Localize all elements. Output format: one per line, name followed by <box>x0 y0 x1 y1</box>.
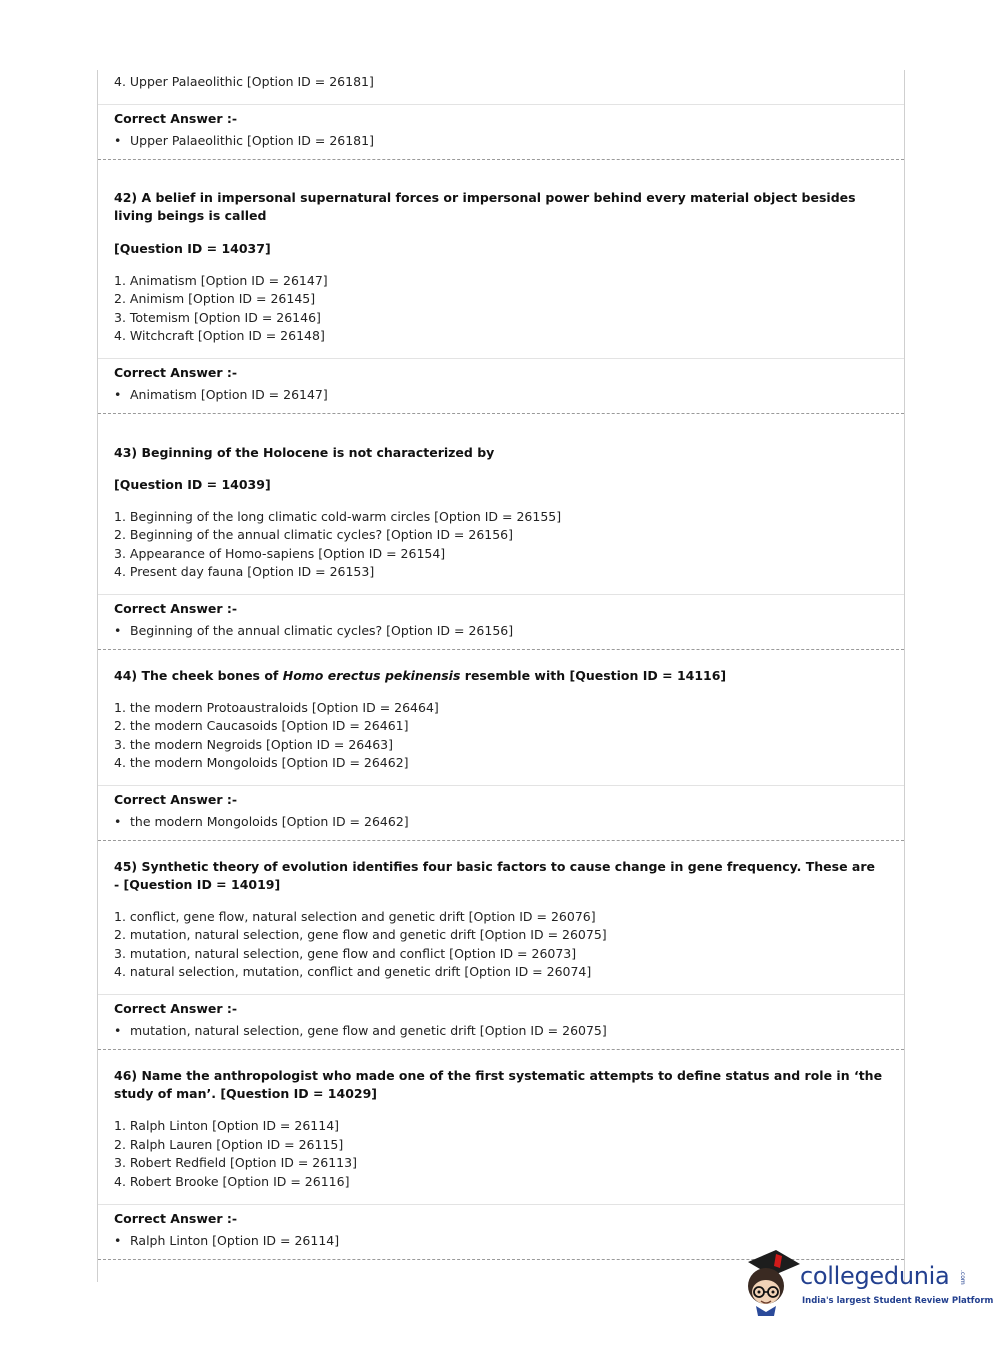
q43-question-text: 43) Beginning of the Holocene is not characterized by <box>114 445 495 460</box>
q44-text-pre: 44) The cheek bones of <box>114 668 283 683</box>
q41-answer-label: Correct Answer :- <box>114 111 238 126</box>
q41-answer-block <box>98 105 904 160</box>
q43-answer-block <box>98 595 904 650</box>
q44-answer <box>114 813 409 831</box>
q45-question-text: 45) Synthetic theory of evolution identifies four basic factors to cause change in gene frequency. These are - [Question ID = 14019] <box>114 859 875 892</box>
q45-option-2: 2. mutation, natural selection, gene flow and genetic drift [Option ID = 26075] <box>114 927 607 942</box>
q46-option-2: 2. Ralph Lauren [Option ID = 26115] <box>114 1137 344 1152</box>
q43-answer <box>114 622 513 640</box>
q45-answer-text: mutation, natural selection, gene flow and genetic drift [Option ID = 26075] <box>130 1023 607 1038</box>
q43-answer-text: Beginning of the annual climatic cycles? [Option ID = 26156] <box>130 623 514 638</box>
bullet-icon: • <box>114 387 122 402</box>
q45-option-4: 4. natural selection, mutation, conflict and genetic drift [Option ID = 26074] <box>114 964 592 979</box>
bullet-icon: • <box>114 623 122 638</box>
q42-block <box>98 160 904 359</box>
q42-answer-text: Animatism [Option ID = 26147] <box>130 387 328 402</box>
q44-answer-block <box>98 786 904 841</box>
q42-question-text: 42) A belief in impersonal supernatural forces or impersonal power behind every material object besides living beings is called <box>114 190 856 223</box>
q46-answer <box>114 1232 339 1250</box>
q43-question-id: [Question ID = 14039] <box>114 477 271 492</box>
q45-answer-block <box>98 995 904 1050</box>
q43-block <box>98 414 904 595</box>
q46-answer-text: Ralph Linton [Option ID = 26114] <box>130 1233 340 1248</box>
q45-block <box>98 841 904 995</box>
q44-block <box>98 650 904 786</box>
q45-option-1: 1. conflict, gene flow, natural selection and genetic drift [Option ID = 26076] <box>114 909 596 924</box>
q44-text-post: resemble with [Question ID = 14116] <box>460 668 727 683</box>
q44-option-1: 1. the modern Protoaustraloids [Option ID = 26464] <box>114 700 439 715</box>
q44-question-text <box>114 667 884 685</box>
q43-option-1: 1. Beginning of the long climatic cold-warm circles [Option ID = 26155] <box>114 509 562 524</box>
q43-option-2: 2. Beginning of the annual climatic cycles? [Option ID = 26156] <box>114 527 514 542</box>
q41-options-block <box>98 70 904 105</box>
q44-species-name: Homo erectus pekinensis <box>282 668 461 683</box>
mascot-icon <box>742 1248 802 1320</box>
q41-option-4: 4. Upper Palaeolithic [Option ID = 26181] <box>114 74 374 89</box>
q42-option-2: 2. Animism [Option ID = 26145] <box>114 291 316 306</box>
q41-answer-text: Upper Palaeolithic [Option ID = 26181] <box>130 133 374 148</box>
q42-answer-label: Correct Answer :- <box>114 365 238 380</box>
q44-answer-label: Correct Answer :- <box>114 792 238 807</box>
q43-answer-label: Correct Answer :- <box>114 601 238 616</box>
q44-answer-text: the modern Mongoloids [Option ID = 26462] <box>130 814 409 829</box>
collegedunia-logo <box>742 1248 994 1320</box>
q44-option-3: 3. the modern Negroids [Option ID = 26463] <box>114 737 393 752</box>
logo-domain-suffix: .com <box>959 1270 966 1285</box>
q42-answer <box>114 386 328 404</box>
q43-option-4: 4. Present day fauna [Option ID = 26153] <box>114 564 375 579</box>
q44-option-4: 4. the modern Mongoloids [Option ID = 26462] <box>114 755 409 770</box>
bullet-icon: • <box>114 1023 122 1038</box>
logo-tagline: India's largest Student Review Platform <box>802 1296 994 1306</box>
q45-answer-label: Correct Answer :- <box>114 1001 238 1016</box>
question-paper <box>97 70 905 1282</box>
q44-option-2: 2. the modern Caucasoids [Option ID = 26461] <box>114 718 409 733</box>
bullet-icon: • <box>114 814 122 829</box>
q42-question-id: [Question ID = 14037] <box>114 241 271 256</box>
q46-question-text: 46) Name the anthropologist who made one of the first systematic attempts to define status and role in ‘the study of man’. [Question ID = 14029] <box>114 1068 883 1101</box>
q42-option-4: 4. Witchcraft [Option ID = 26148] <box>114 328 325 343</box>
bullet-icon: • <box>114 1233 122 1248</box>
q42-answer-block <box>98 359 904 414</box>
q45-answer <box>114 1022 607 1040</box>
bullet-icon: • <box>114 133 122 148</box>
logo-wordmark: collegedunia <box>800 1262 950 1290</box>
q45-option-3: 3. mutation, natural selection, gene flow and conflict [Option ID = 26073] <box>114 946 577 961</box>
q46-option-3: 3. Robert Redfield [Option ID = 26113] <box>114 1155 357 1170</box>
q42-option-3: 3. Totemism [Option ID = 26146] <box>114 310 321 325</box>
q41-answer <box>114 132 374 150</box>
q46-option-1: 1. Ralph Linton [Option ID = 26114] <box>114 1118 340 1133</box>
q46-answer-label: Correct Answer :- <box>114 1211 238 1226</box>
q42-option-1: 1. Animatism [Option ID = 26147] <box>114 273 328 288</box>
q46-block <box>98 1050 904 1205</box>
q43-option-3: 3. Appearance of Homo-sapiens [Option ID = 26154] <box>114 546 446 561</box>
q46-option-4: 4. Robert Brooke [Option ID = 26116] <box>114 1174 350 1189</box>
